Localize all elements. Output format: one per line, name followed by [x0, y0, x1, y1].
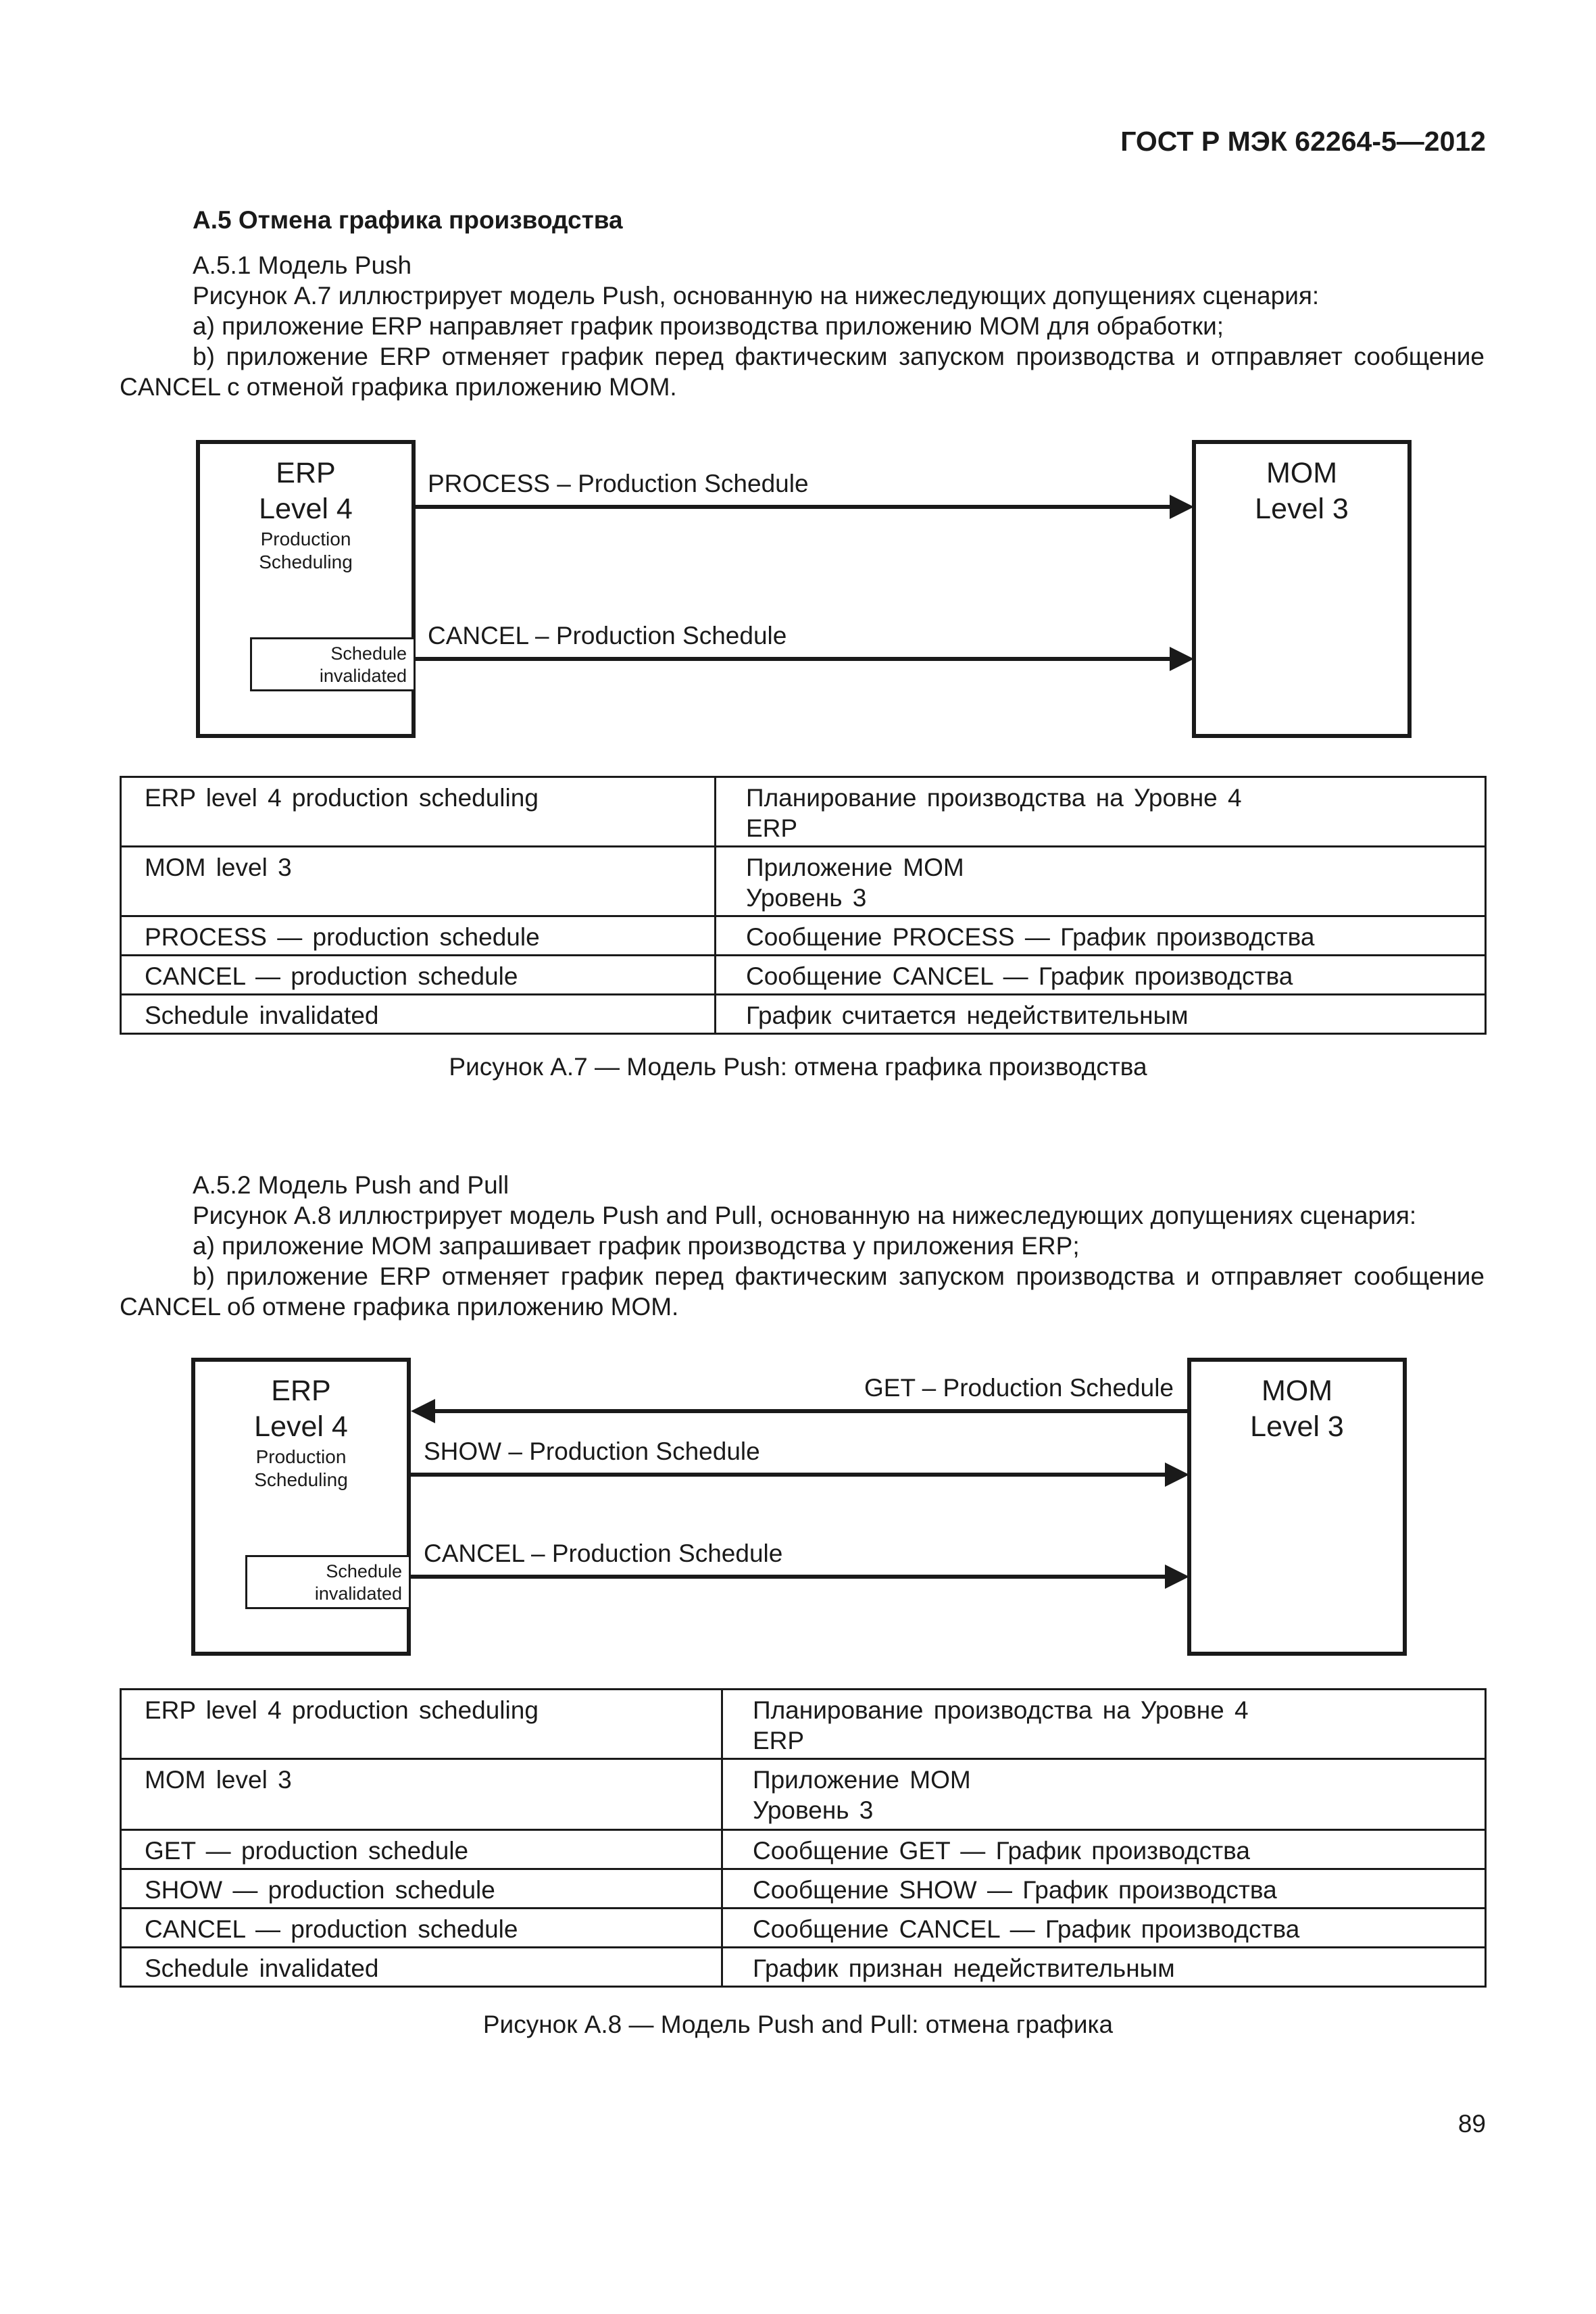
- arrow-process-line: [416, 505, 1170, 509]
- paragraph-line: a) приложение ERP направляет график производства приложению MOM для обработки;: [193, 312, 1224, 340]
- erp-sub-line2: Scheduling: [259, 551, 353, 572]
- legend-ru: График считается недействительным: [716, 995, 1486, 1034]
- legend-ru: Планирование производства на Уровне 4 ERP: [722, 1690, 1486, 1759]
- arrow-cancel-line: [411, 1575, 1166, 1579]
- erp-sub-line1: Production: [260, 528, 351, 549]
- legend-en: ERP level 4 production scheduling: [121, 1690, 722, 1759]
- erp-sub-line2: Scheduling: [254, 1469, 348, 1490]
- legend-table-a8: [120, 1688, 1487, 1988]
- legend-ru: Планирование производства на Уровне 4 ERP: [716, 777, 1486, 847]
- paragraph-line: a) приложение MOM запрашивает график производства у приложения ERP;: [193, 1232, 1080, 1260]
- arrowhead-right-icon: [1165, 1462, 1189, 1487]
- arrow-show-label: SHOW – Production Schedule: [424, 1437, 760, 1465]
- figure-caption-a8: Рисунок А.8 — Модель Push and Pull: отмена графика: [482, 2011, 1114, 2038]
- paragraph-line: b) приложение ERP отменяет график перед фактическим запуском производства и отправляет сообщение CANCEL с отменой графика приложению MOM.: [120, 343, 1485, 401]
- table-row: [121, 1690, 1486, 1759]
- inner-line1: Schedule: [326, 1561, 402, 1581]
- arrowhead-right-icon: [1170, 495, 1194, 519]
- erp-title: ERP: [276, 457, 336, 489]
- legend-en: Schedule invalidated: [121, 995, 716, 1034]
- figure-caption-a7: Рисунок А.7 — Модель Push: отмена графика производства: [449, 1053, 1147, 1081]
- erp-box: [196, 440, 416, 738]
- arrow-process-label: PROCESS – Production Schedule: [428, 470, 809, 497]
- erp-title: ERP: [271, 1375, 331, 1407]
- mom-level: Level 3: [1255, 493, 1349, 525]
- section-title: А.5 Отмена графика производства: [193, 206, 623, 234]
- table-row: [121, 956, 1486, 995]
- arrow-get-label: GET – Production Schedule: [864, 1374, 1174, 1402]
- subsection-heading: А.5.2 Модель Push and Pull: [193, 1171, 509, 1199]
- erp-level: Level 4: [259, 493, 353, 525]
- legend-en: MOM level 3: [121, 1759, 722, 1830]
- table-row: [121, 995, 1486, 1034]
- paragraph-line: b) приложение ERP отменяет график перед фактическим запуском производства и отправляет сообщение CANCEL об отмене графика приложению MOM.: [120, 1262, 1485, 1321]
- arrow-cancel-label: CANCEL – Production Schedule: [424, 1540, 783, 1567]
- page-number: 89: [1457, 2110, 1486, 2138]
- table-row: [121, 1759, 1486, 1830]
- table-row: [121, 847, 1486, 916]
- paragraph-line: Рисунок А.7 иллюстрирует модель Push, основанную на нижеследующих допущениях сценария:: [193, 282, 1320, 310]
- table-row: [121, 1869, 1486, 1909]
- arrowhead-right-icon: [1165, 1565, 1189, 1589]
- legend-en: CANCEL — production schedule: [121, 1909, 722, 1948]
- legend-ru: Сообщение GET — График производства: [722, 1830, 1486, 1869]
- table-row: [121, 777, 1486, 847]
- document-header: ГОСТ Р МЭК 62264-5—2012: [1120, 126, 1486, 157]
- inner-line1: Schedule: [330, 643, 407, 664]
- legend-ru: Сообщение SHOW — График производства: [722, 1869, 1486, 1909]
- legend-ru: Приложение MOM Уровень 3: [716, 847, 1486, 916]
- inner-line2: invalidated: [314, 1583, 402, 1604]
- legend-en: GET — production schedule: [121, 1830, 722, 1869]
- arrow-cancel-line: [416, 657, 1170, 661]
- erp-sub-line1: Production: [255, 1446, 347, 1467]
- legend-en: SHOW — production schedule: [121, 1869, 722, 1909]
- erp-box: [191, 1358, 411, 1656]
- mom-level: Level 3: [1250, 1410, 1344, 1443]
- arrowhead-right-icon: [1170, 647, 1194, 671]
- legend-en: Schedule invalidated: [121, 1948, 722, 1987]
- erp-level: Level 4: [254, 1410, 348, 1443]
- table-row: [121, 916, 1486, 956]
- table-row: [121, 1830, 1486, 1869]
- subsection-heading: А.5.1 Модель Push: [193, 251, 412, 279]
- schedule-invalidated-box: [250, 637, 416, 691]
- inner-line2: invalidated: [319, 666, 407, 686]
- legend-ru: График признан недействительным: [722, 1948, 1486, 1987]
- legend-en: ERP level 4 production scheduling: [121, 777, 716, 847]
- arrow-cancel-label: CANCEL – Production Schedule: [428, 622, 787, 649]
- schedule-invalidated-box: [245, 1555, 411, 1609]
- mom-title: MOM: [1266, 457, 1338, 489]
- mom-box: [1192, 440, 1412, 738]
- legend-ru: Сообщение PROCESS — График производства: [716, 916, 1486, 956]
- paragraph-push: [120, 250, 1485, 402]
- table-row: [121, 1909, 1486, 1948]
- paragraph-line: Рисунок А.8 иллюстрирует модель Push and Pull, основанную на нижеследующих допущениях сценария:: [193, 1202, 1417, 1229]
- paragraph-push-pull: [120, 1170, 1485, 1322]
- legend-en: PROCESS — production schedule: [121, 916, 716, 956]
- arrowhead-left-icon: [411, 1399, 435, 1423]
- legend-en: MOM level 3: [121, 847, 716, 916]
- mom-title: MOM: [1261, 1375, 1333, 1407]
- arrow-get-line: [432, 1409, 1187, 1413]
- legend-ru: Сообщение CANCEL — График производства: [716, 956, 1486, 995]
- table-row: [121, 1948, 1486, 1987]
- arrow-show-line: [411, 1473, 1166, 1477]
- legend-table-a7: [120, 776, 1487, 1035]
- legend-ru: Сообщение CANCEL — График производства: [722, 1909, 1486, 1948]
- mom-box: [1187, 1358, 1407, 1656]
- legend-ru: Приложение MOM Уровень 3: [722, 1759, 1486, 1830]
- legend-en: CANCEL — production schedule: [121, 956, 716, 995]
